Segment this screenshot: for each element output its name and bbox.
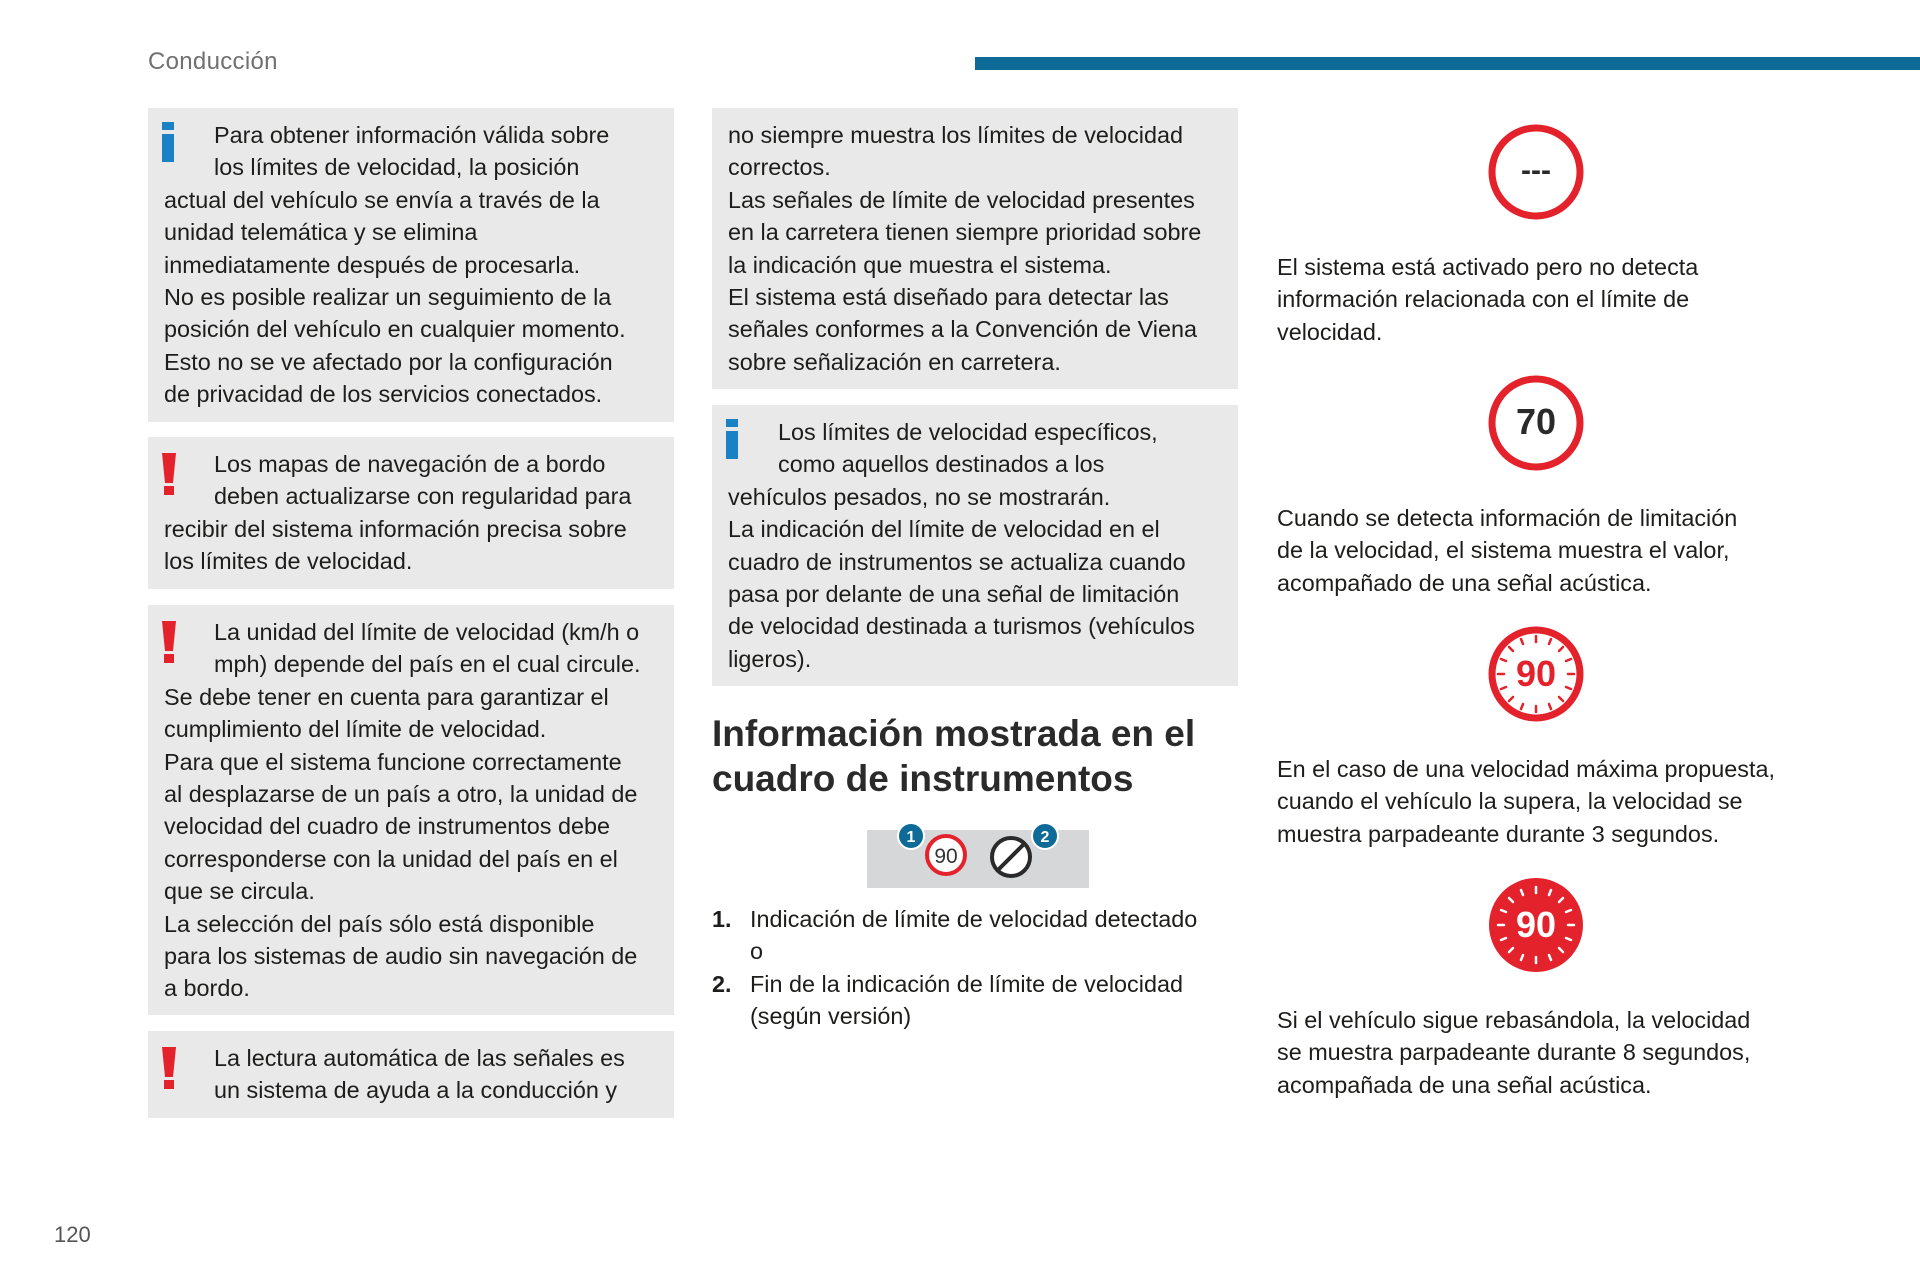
warning-line: al desplazarse de un país a otro, la unidad de <box>164 781 638 808</box>
page-number: 120 <box>54 1222 91 1247</box>
sign-text: --- <box>1521 154 1551 187</box>
desc-line: cuando el vehículo la supera, la velocidad se <box>1277 788 1743 815</box>
warning-lead: La lectura automática de las señales es <box>214 1045 625 1071</box>
info-icon <box>724 419 740 459</box>
state-description <box>1277 251 1817 348</box>
desc-line: El sistema está activado pero no detecta <box>1277 254 1699 280</box>
legend-text: Indicación de límite de velocidad detectado <box>750 906 1198 932</box>
continued-line: Las señales de límite de velocidad presentes <box>728 186 1195 213</box>
info-box-heavy-vehicles <box>712 405 1238 686</box>
sign-text: 90 <box>1515 653 1557 694</box>
warning-line: corresponderse con la unidad del país en el <box>164 845 618 872</box>
info-line: vehículos pesados, no se mostrarán. <box>728 483 1111 510</box>
info-line: de privacidad de los servicios conectados. <box>164 381 603 408</box>
continued-box <box>712 108 1238 389</box>
state-description <box>1277 1004 1817 1101</box>
warning-line: deben actualizarse con regularidad para <box>214 483 632 510</box>
speed-limit-90-flashing-sign <box>1486 624 1586 724</box>
legend-text: Fin de la indicación de límite de velocidad <box>750 970 1183 997</box>
desc-line: velocidad. <box>1277 318 1383 345</box>
desc-line: información relacionada con el límite de <box>1277 286 1690 313</box>
legend-item <box>712 968 1242 1033</box>
desc-line: Cuando se detecta información de limitación <box>1277 505 1738 531</box>
continued-line: El sistema está diseñado para detectar las <box>728 284 1169 311</box>
info-line: de velocidad destinada a turismos (vehículos <box>728 613 1195 640</box>
info-line: ligeros). <box>728 645 812 672</box>
warning-line: para los sistemas de audio sin navegación de <box>164 943 638 970</box>
info-line: La indicación del límite de velocidad en el <box>728 516 1160 543</box>
info-line: No es posible realizar un seguimiento de la <box>164 284 612 311</box>
no-limit-detected-sign <box>1486 122 1586 222</box>
heading-line: Información mostrada en el <box>712 713 1196 754</box>
callout-2-label: 2 <box>1040 829 1050 846</box>
section-title: Conducción <box>148 48 278 75</box>
legend-text: o <box>750 938 764 965</box>
continued-line: sobre señalización en carretera. <box>728 348 1061 375</box>
desc-line: acompañada de una señal acústica. <box>1277 1071 1652 1098</box>
legend-text: (según versión) <box>750 1003 912 1030</box>
warning-lead: La unidad del límite de velocidad (km/h o <box>214 619 640 645</box>
speed-limit-90-alert-sign <box>1486 875 1586 975</box>
warning-line: los límites de velocidad. <box>164 548 413 575</box>
warning-box-units <box>148 605 674 1015</box>
callout-2 <box>1032 823 1058 849</box>
desc-line: muestra parpadeante durante 3 segundos. <box>1277 820 1720 847</box>
warning-line: velocidad del cuadro de instrumentos debe <box>164 813 611 840</box>
warning-line: cumplimiento del límite de velocidad. <box>164 716 547 743</box>
desc-line: Si el vehículo sigue rebasándola, la velocidad <box>1277 1007 1751 1033</box>
warning-icon <box>162 621 176 663</box>
desc-line: de la velocidad, el sistema muestra el valor, <box>1277 537 1730 564</box>
info-line: actual del vehículo se envía a través de la <box>164 186 600 213</box>
speed-limit-70-sign <box>1486 373 1586 473</box>
warning-line: que se circula. <box>164 878 315 905</box>
continued-line: correctos. <box>728 154 831 181</box>
legend-item <box>712 903 1242 968</box>
warning-icon <box>162 453 176 495</box>
info-line: los límites de velocidad, la posición <box>214 154 580 181</box>
warning-line: a bordo. <box>164 975 250 1002</box>
desc-line: se muestra parpadeante durante 8 segundos, <box>1277 1039 1751 1066</box>
warning-line: mph) depende del país en el cual circule. <box>214 651 641 678</box>
continued-line: no siempre muestra los límites de velocidad <box>728 122 1184 148</box>
legend-number: 2. <box>712 970 732 997</box>
warning-icon <box>162 1047 176 1089</box>
heading-line: cuadro de instrumentos <box>712 758 1134 799</box>
info-line: unidad telemática y se elimina <box>164 219 478 246</box>
warning-box-maps <box>148 437 674 589</box>
info-line: posición del vehículo en cualquier momento. <box>164 316 626 343</box>
section-heading <box>712 711 1252 801</box>
desc-line: En el caso de una velocidad máxima propuesta, <box>1277 756 1775 782</box>
desc-line: acompañado de una señal acústica. <box>1277 569 1652 596</box>
warning-line: un sistema de ayuda a la conducción y <box>214 1077 618 1104</box>
sign-text: 90 <box>1515 904 1557 945</box>
speed-limit-icon <box>927 836 965 874</box>
legend-number: 1. <box>712 906 732 932</box>
state-description <box>1277 753 1817 850</box>
cluster-speed-value: 90 <box>934 845 958 868</box>
callout-1 <box>898 823 924 849</box>
continued-line: la indicación que muestra el sistema. <box>728 251 1112 278</box>
warning-line: Para que el sistema funcione correctamente <box>164 748 622 775</box>
sign-text: 70 <box>1515 401 1557 442</box>
info-box-location <box>148 108 674 422</box>
instrument-cluster-figure <box>867 822 1089 888</box>
warning-line: recibir del sistema información precisa sobre <box>164 515 627 542</box>
end-of-limit-icon <box>992 838 1030 876</box>
info-line: pasa por delante de una señal de limitación <box>728 581 1180 608</box>
header-accent-bar <box>975 57 1920 70</box>
warning-line: La selección del país sólo está disponible <box>164 910 595 937</box>
callout-1-label: 1 <box>906 829 916 846</box>
warning-line: Se debe tener en cuenta para garantizar el <box>164 683 609 710</box>
warning-lead: Los mapas de navegación de a bordo <box>214 451 606 477</box>
state-description <box>1277 502 1817 599</box>
warning-box-reading <box>148 1031 674 1118</box>
legend-list <box>712 903 1242 1033</box>
info-line: como aquellos destinados a los <box>778 451 1105 478</box>
info-line: inmediatamente después de procesarla. <box>164 251 581 278</box>
info-line: cuadro de instrumentos se actualiza cuando <box>728 548 1186 575</box>
continued-line: señales conformes a la Convención de Viena <box>728 316 1197 343</box>
info-box-lead: Los límites de velocidad específicos, <box>778 419 1158 445</box>
continued-line: en la carretera tienen siempre prioridad sobre <box>728 219 1202 246</box>
info-line: Esto no se ve afectado por la configuración <box>164 348 613 375</box>
info-box-lead: Para obtener información válida sobre <box>214 122 610 148</box>
